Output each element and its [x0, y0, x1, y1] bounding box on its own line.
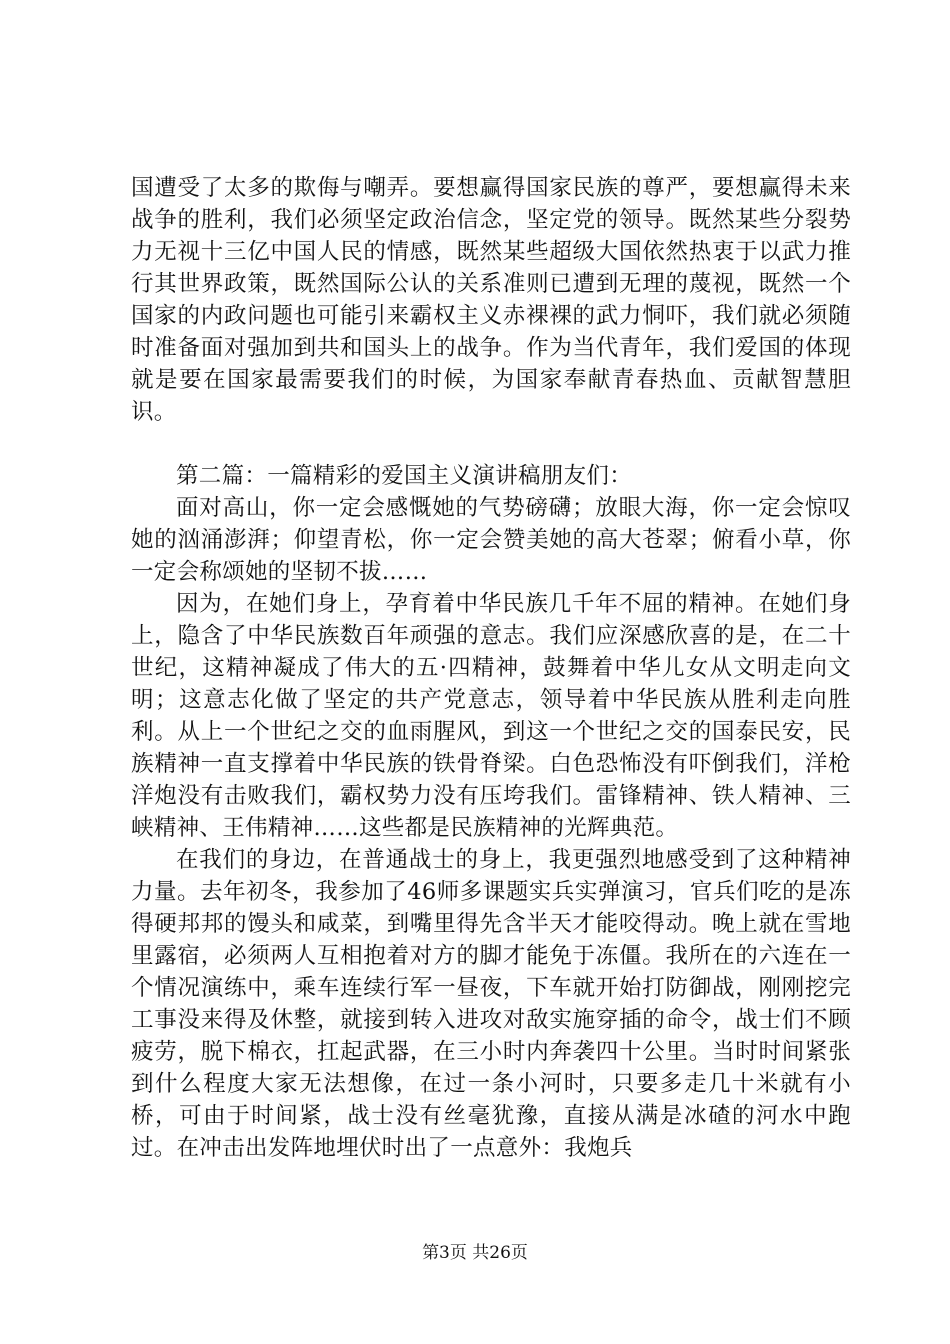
paragraph-continuation: 国遭受了太多的欺侮与嘲弄。要想赢得国家民族的尊严，要想赢得未来战争的胜利，我们必须坚定政治信念，坚定党的领导。既然某些分裂势力无视十三亿中国人民的情感，既然某些超级大国依然热衷于以武力推行其世界政策，既然国际公认的关系准则已遭到无理的蔑视，既然一个国家的内政问题也可能引来霸权主义赤裸裸的武力恫吓，我们就必须随时准备面对强加到共和国头上的战争。作为当代青年，我们爱国的体现就是要在国家最需要我们的时候，为国家奉献青春热血、贡献智慧胆识。: [131, 175, 851, 425]
page-number-footer: 第3页 共26页: [422, 1243, 528, 1263]
paragraph-national-spirit: 因为，在她们身上，孕育着中华民族几千年不屈的精神。在她们身上，隐含了中华民族数百年顽强的意志。我们应深感欣喜的是，在二十世纪，这精神凝成了伟大的五·四精神，鼓舞着中华儿女从文明走向文明；这意志化做了坚定的共产党意志，领导着中华民族从胜利走向胜利。从上一个世纪之交的血雨腥风，到这一个世纪之交的国泰民安，民族精神一直支撑着中华民族的铁骨脊梁。白色恐怖没有吓倒我们，洋枪洋炮没有击败我们，霸权势力没有压垮我们。雷锋精神、铁人精神、三峡精神、王伟精神……这些都是民族精神的光辉典范。: [131, 591, 851, 841]
paragraph-soldier-story: 在我们的身边，在普通战士的身上，我更强烈地感受到了这种精神力量。去年初冬，我参加了46师多课题实兵实弹演习，官兵们吃的是冻得硬邦邦的馒头和咸菜，到嘴里得先含半天才能咬得动。晚上就在雪地里露宿，必须两人互相抱着对方的脚才能免于冻僵。我所在的六连在一个情况演练中，乘车连续行军一昼夜，下车就开始打防御战，刚刚挖完工事没来得及休整，就接到转入进攻对敌实施穿插的命令，战士们不顾疲劳，脱下棉衣，扛起武器，在三小时内奔袭四十公里。当时时间紧张到什么程度大家无法想像，在过一条小河时，只要多走几十米就有小桥，可由于时间紧，战士没有丝毫犹豫，直接从满是冰碴的河水中跑过。在冲击出发阵地埋伏时出了一点意外：我炮兵: [131, 847, 851, 1161]
document-body: [131, 172, 851, 1164]
paragraph-nature-imagery: 面对高山，你一定会感慨她的气势磅礴；放眼大海，你一定会惊叹她的汹涌澎湃；仰望青松，你一定会赞美她的高大苍翠；俯看小草，你一定会称颂她的坚韧不拔……: [131, 495, 851, 585]
section-heading-paragraph: 第二篇：一篇精彩的爱国主义演讲稿朋友们：: [176, 463, 633, 489]
